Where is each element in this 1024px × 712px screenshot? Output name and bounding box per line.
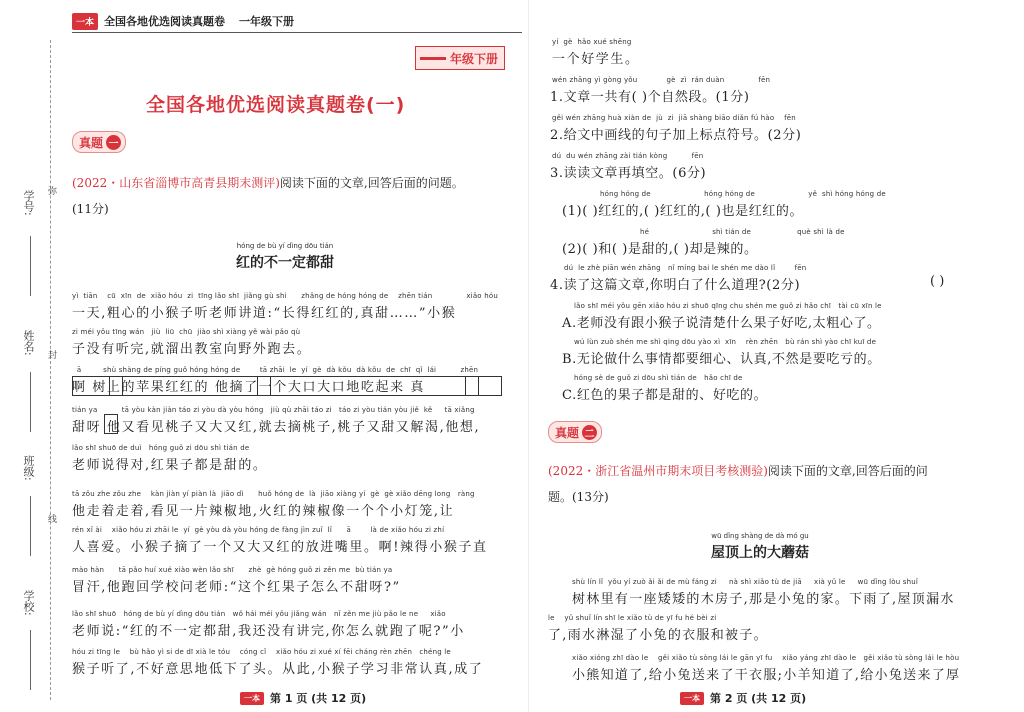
pinyin-line: tián ya tā yòu kàn jiàn táo zi yòu dà yòu hóng jiù qù zhāi táo zi táo zi yòu tián yòu jiě kě tā xiǎng [72,406,475,414]
badge-number: 二 [582,425,597,440]
question-3-part-2: (2)( )和( )是甜的,( )却是辣的。 [562,242,758,257]
text-line: 甜呀 他又看见桃子又大又红,就去摘桃子,桃子又甜又解渴,他想, [72,420,481,435]
page-title: 全国各地优选阅读真题卷(一) [146,94,406,116]
name-blank[interactable] [30,372,31,432]
tag-bar-icon [420,57,446,60]
punctuation-box[interactable] [465,376,479,396]
grade-tag [415,46,505,70]
footer-logo: 一本 [680,692,704,705]
student-number-blank[interactable] [30,236,31,296]
pinyin-line: hóng hóng de hóng hóng de yě shì hóng hóng de [600,190,886,198]
text-line: 一天,粗心的小猴子听老师讲道:“长得红红的,真甜……”小猴 [72,306,457,321]
pinyin-line: lǎo shī shuō de duì hóng guǒ zi dōu shì tián de [72,444,250,452]
pinyin-line: dú du wén zhāng zài tián kòng fēn [552,152,704,160]
score-text: 题。(13分) [548,490,609,504]
grade-tag-text: 年级下册 [450,51,499,66]
pinyin-line: tā zǒu zhe zǒu zhe kàn jiàn yí piàn là jiāo dì huǒ hóng de là jiāo xiàng yí gè gè xiǎo dēng long ràng [72,490,475,498]
instruction-text: 阅读下面的文章,回答后面的问题。 [279,176,464,190]
class-label: 班级: [22,455,35,481]
pinyin-line: dú le zhè piān wén zhāng nǐ míng bai le shén me dào lǐ fēn [564,264,807,272]
text-line: 啊 树上的苹果红红的 他摘了一个大口大口地吃起来 真 [72,380,425,395]
pinyin-line: zi méi yǒu tīng wán jiù liū chū jiào shì xiàng yě wài pǎo qù [72,328,301,336]
title-text: 红的不一定都甜 [236,255,334,271]
seal-text-1: 弥 [46,186,56,195]
page-number: 第 1 页 (共 12 页) [270,692,367,705]
footer-logo: 一本 [240,692,264,705]
page-number: 第 2 页 (共 12 页) [710,692,807,705]
page-footer-1 [240,690,366,706]
text-line: 小熊知道了,给小兔送来了干衣服;小羊知道了,给小兔送来了厚 [572,668,961,683]
question-3-part-1: (1)( )红红的,( )红红的,( )也是红红的。 [562,204,804,219]
text-line: 树林里有一座矮矮的木房子,那是小兔的家。下雨了,屋顶漏水 [572,592,955,607]
school-blank[interactable] [30,630,31,690]
class-blank[interactable] [30,496,31,556]
pinyin-line: shù lín lǐ yǒu yí zuò ǎi ǎi de mù fáng zi nà shì xiǎo tù de jiā xià yǔ le wū dǐng lòu shuǐ [572,578,919,586]
section-badge-1 [72,131,126,153]
pinyin-line: yí gè hǎo xué shēng [552,38,632,46]
title-pinyin: wū dǐng shàng de dà mó gu [711,532,809,540]
option-b[interactable]: B.无论做什么事情都要细心、认真,不然是要吃亏的。 [562,352,881,367]
page-header [72,10,294,32]
passage-2-source [548,458,988,510]
story-title-1 [200,242,370,272]
pinyin-line: hóu zi tīng le bù hǎo yì si de dī xià le tóu cóng cǐ xiǎo hóu zi xué xí fēi cháng rèn zhēn chéng le [72,648,451,656]
name-label: 姓名: [22,330,35,356]
brand-logo: 一本 [72,13,98,30]
page-divider [528,0,529,712]
instruction-text: 阅读下面的文章,回答后面的问 [767,464,928,478]
series-title: 全国各地优选阅读真题卷 [104,15,226,28]
pinyin-line: yì tiān cū xīn de xiǎo hóu zi tīng lǎo shī jiǎng gù shi zhǎng de hóng hóng de zhēn tián xiǎo hóu [72,292,498,300]
grade-label: 一年级下册 [239,15,295,28]
source-text: (2022・山东省淄博市高青县期末测评) [72,176,280,190]
seal-text-3: 线 [46,514,56,523]
answer-paren[interactable]: ( ) [930,274,945,289]
school-label: 学校: [22,590,35,616]
text-line: 子没有听完,就溜出教室向野外跑去。 [72,342,312,357]
pinyin-line: gěi wén zhāng huà xiàn de jù zi jiā shàng biāo diǎn fú hào fēn [552,114,796,122]
pinyin-line: wú lùn zuò shén me shì qing dōu yào xì xīn rèn zhēn bù rán shì yào chī kuī de [574,338,877,346]
question-1: 1.文章一共有( )个自然段。(1分) [550,90,750,105]
pinyin-line: hóng sè de guǒ zi dōu shì tián de hǎo chī de [574,374,743,382]
question-3: 3.读读文章再填空。(6分) [550,166,707,181]
pinyin-line: wén zhāng yì gòng yǒu gè zì rán duàn fēn [552,76,771,84]
text-line: 冒汗,他跑回学校问老师:“这个红果子怎么不甜呀?” [72,580,401,595]
pinyin-line: ā shù shàng de píng guǒ hóng hóng de tā zhāi le yí gè dà kǒu dà kǒu de chī qǐ lái zhēn [72,366,479,374]
title-pinyin: hóng de bù yí dìng dōu tián [236,242,334,250]
score-text: (11分) [72,202,109,216]
student-number-label: 学号: [22,190,35,216]
pinyin-line: rén xǐ ài xiǎo hóu zi zhāi le yí gè yòu dà yòu hóng de fàng jìn zuǐ lǐ ā là de xiǎo hóu zi zhí [72,526,445,534]
text-line: 了,雨水淋湿了小兔的衣服和被子。 [548,628,768,643]
badge-text: 真题 [79,135,104,150]
pinyin-line: le yǔ shuǐ lín shī le xiǎo tù de yī fu hé bèi zi [548,614,717,622]
binding-line [50,40,51,700]
text-line: 猴子听了,不好意思地低下了头。从此,小猴子学习非常认真,成了 [72,662,484,677]
text-line: 人喜爱。小猴子摘了一个又大又红的放进嘴里。啊!辣得小猴子直 [72,540,488,555]
text-line: 老师说:“红的不一定都甜,我还没有讲完,你怎么就跑了呢?”小 [72,624,465,639]
pinyin-line: lǎo shī shuō hóng de bù yí dìng dōu tián wǒ hái méi yǒu jiǎng wán nǐ zěn me jiù pǎo le ne xiǎo [72,610,446,618]
option-c[interactable]: C.红色的果子都是甜的、好吃的。 [562,388,768,403]
text-line: 老师说得对,红果子都是甜的。 [72,458,268,473]
badge-number: 一 [106,135,121,150]
story-title-2 [680,532,840,562]
source-text: (2022・浙江省温州市期末项目考核测验) [548,464,768,478]
title-text: 屋顶上的大蘑菇 [711,545,809,561]
question-4: 4.读了这篇文章,你明白了什么道理?(2分) [550,278,801,293]
seal-text-2: 封 [46,350,56,359]
passage-1-source [72,170,512,222]
pinyin-line: mào hàn tā pǎo huí xué xiào wèn lǎo shī zhè gè hóng guǒ zi zěn me bù tián ya [72,566,393,574]
text-line: 他走着走着,看见一片辣椒地,火红的辣椒像一个个小灯笼,让 [72,504,455,519]
pinyin-line: xiǎo xióng zhī dào le gěi xiǎo tù sòng lái le gān yī fu xiǎo yáng zhī dào le gěi xiǎo tù sòng lái le hòu [572,654,960,662]
badge-text: 真题 [555,425,580,440]
option-a[interactable]: A.老师没有跟小猴子说清楚什么果子好吃,太粗心了。 [562,316,881,331]
pinyin-line: hé shì tián de què shì là de [640,228,845,236]
page-footer-2 [680,690,806,706]
pinyin-line: lǎo shī méi yǒu gēn xiǎo hóu zi shuō qīng chu shén me guǒ zi hǎo chī tài cū xīn le [574,302,882,310]
section-badge-2 [548,421,602,443]
text-line: 一个好学生。 [552,52,640,67]
header-rule [72,32,522,33]
question-2: 2.给文中画线的句子加上标点符号。(2分) [550,128,802,143]
